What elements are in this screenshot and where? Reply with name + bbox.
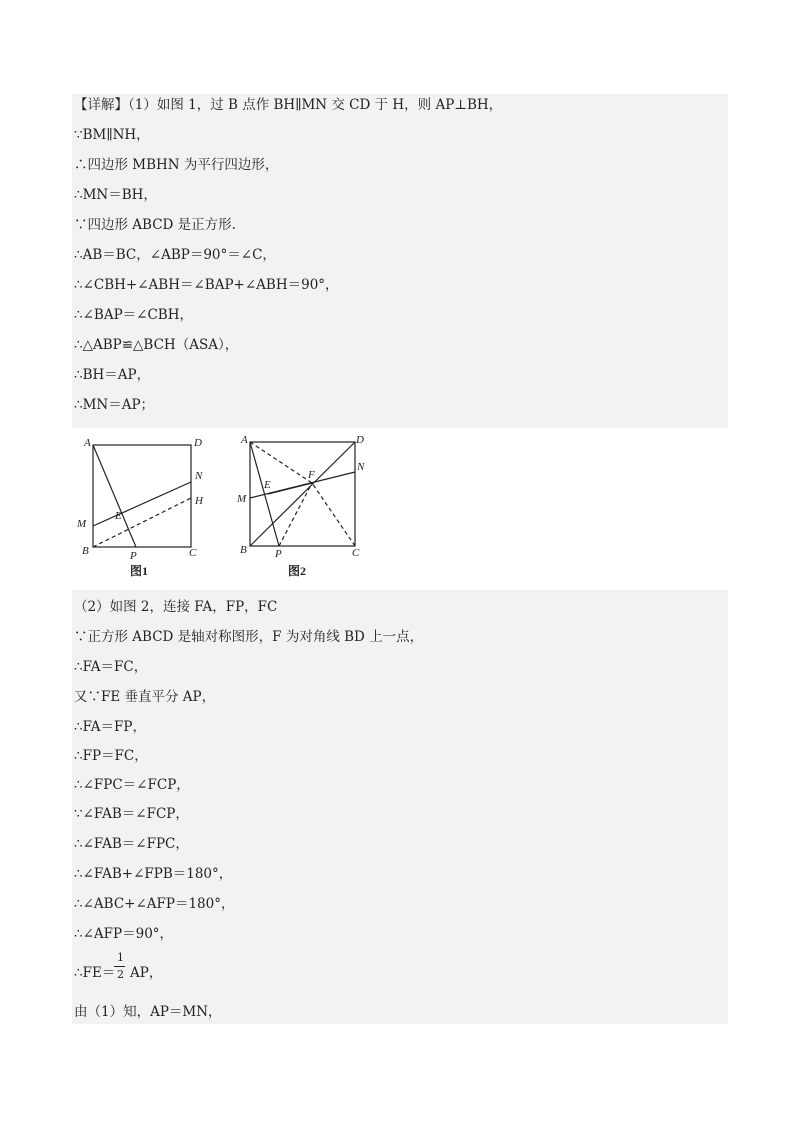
fig2-label-n: N <box>357 461 365 473</box>
fig1-label-m: M <box>77 518 87 530</box>
fig2-label-d: D <box>356 434 364 446</box>
fe-line-suffix: AP， <box>130 965 163 981</box>
text-line: ∴四边形 MBHN 为平行四边形， <box>74 157 279 173</box>
geometry-figures <box>72 430 370 580</box>
text-line: ∴∠FPC＝∠FCP， <box>74 777 190 793</box>
figures-svg <box>72 430 370 580</box>
fig1-label-h: H <box>195 495 203 507</box>
segment-fc-dashed <box>312 483 355 546</box>
text-line: ∴∠CBH+∠ABH＝∠BAP+∠ABH＝90°， <box>74 277 339 293</box>
figure-1 <box>93 445 191 547</box>
text-line: ∴∠AFP＝90°， <box>74 926 174 942</box>
text-line: ∴∠FAB+∠FPB＝180°， <box>74 866 233 882</box>
fig1-label-n: N <box>195 470 203 482</box>
text-line: ∴∠FAB＝∠FPC， <box>74 836 189 852</box>
text-line: （2）如图 2，连接 FA，FP，FC <box>74 599 278 615</box>
segment-fp-dashed <box>279 483 312 546</box>
text-line: ∵BM∥NH， <box>74 127 150 143</box>
text-line: ∴AB＝BC，∠ABP＝90°＝∠C， <box>74 247 276 263</box>
text-line: ∴∠ABC+∠AFP＝180°， <box>74 896 235 912</box>
text-line: ∴MN＝AP； <box>74 397 155 413</box>
text-line: ∵∠FAB＝∠FCP， <box>74 806 189 822</box>
fig1-caption: 图1 <box>130 564 149 578</box>
text-line: ∴∠BAP＝∠CBH， <box>74 307 193 323</box>
text-line: ∴FA＝FC， <box>74 659 148 675</box>
text-line: ∴△ABP≌△BCH（ASA）， <box>74 337 239 353</box>
text-line: 【详解】（1）如图 1，过 B 点作 BH∥MN 交 CD 于 H，则 AP⊥BH， <box>74 97 503 113</box>
segment-mn <box>93 482 191 526</box>
fig1-label-d: D <box>194 437 202 449</box>
segment-bh-dashed <box>93 498 191 547</box>
text-line: ∴MN＝BH， <box>74 187 157 203</box>
fraction-denominator: 2 <box>117 968 124 981</box>
fe-line-prefix: ∴FE＝ <box>74 965 116 981</box>
text-line: ∴FA＝FP， <box>74 719 146 735</box>
figure-2 <box>250 442 355 546</box>
text-line: ∴BH＝AP， <box>74 367 151 383</box>
fig2-caption: 图2 <box>288 564 307 578</box>
fig2-label-f: F <box>308 469 315 481</box>
fig1-label-e: E <box>115 510 122 522</box>
segment-ef <box>268 483 312 494</box>
segment-ap <box>93 445 136 547</box>
fig2-label-a: A <box>241 434 248 446</box>
text-line: 又∵FE 垂直平分 AP， <box>74 689 216 705</box>
text-line: ∵四边形 ABCD 是正方形. <box>74 217 236 233</box>
square-abcd <box>93 445 191 547</box>
fig1-label-b: B <box>82 545 89 557</box>
fig2-label-m: M <box>237 493 247 505</box>
text-line: ∴FP＝FC， <box>74 748 148 764</box>
fig1-label-p: P <box>130 550 137 562</box>
text-line: 由（1）知，AP＝MN， <box>74 1004 222 1020</box>
fig2-label-p: P <box>275 548 282 560</box>
fig2-label-b: B <box>240 544 247 556</box>
fig1-label-a: A <box>84 437 91 449</box>
fig1-label-c: C <box>189 547 197 559</box>
fraction-numerator: 1 <box>117 951 124 964</box>
fraction-bar <box>114 966 125 967</box>
text-line: ∵正方形 ABCD 是轴对称图形，F 为对角线 BD 上一点， <box>74 629 424 645</box>
fig2-label-e: E <box>264 479 271 491</box>
fig2-label-c: C <box>352 547 360 559</box>
